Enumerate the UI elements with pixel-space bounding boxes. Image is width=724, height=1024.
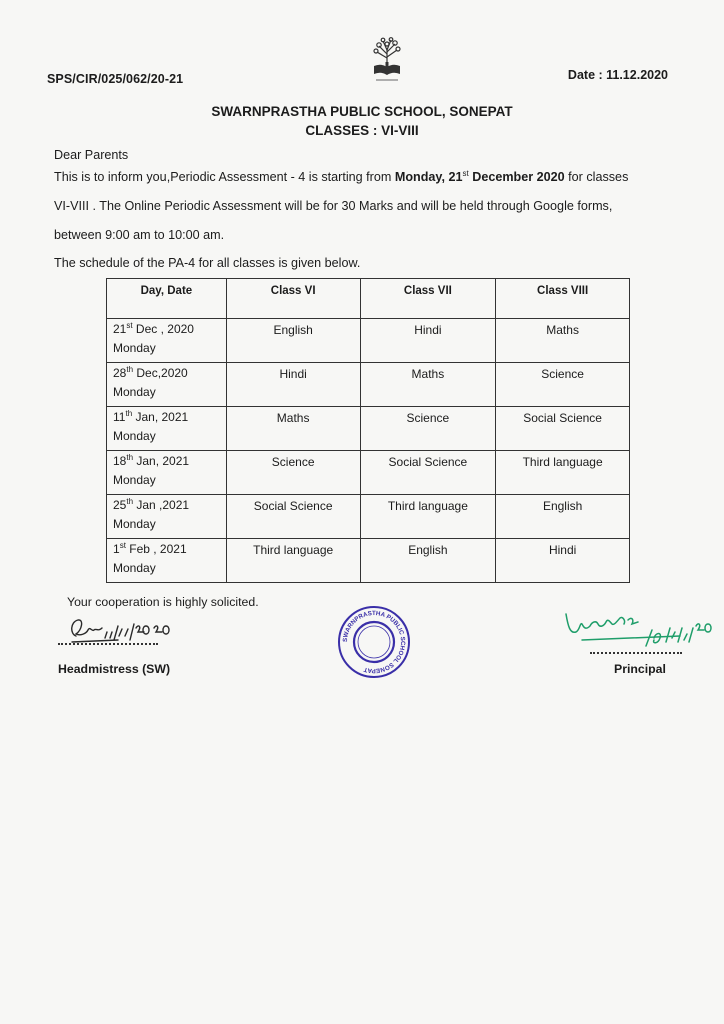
class-vii-cell: Maths (360, 363, 496, 407)
table-header-row (107, 279, 630, 319)
class-vi-cell: Hindi (226, 363, 360, 407)
class-vi-cell: Social Science (226, 495, 360, 539)
school-name: SWARNPRASTHA PUBLIC SCHOOL, SONEPAT (211, 104, 513, 119)
cooperation-note: Your cooperation is highly solicited. (67, 595, 259, 609)
table-row (107, 319, 630, 363)
header-class-viii: Class VIII (496, 279, 630, 319)
salutation: Dear Parents (54, 148, 129, 162)
tree-book-logo-icon (366, 36, 408, 84)
header-class-vi: Class VI (226, 279, 360, 319)
day-date-cell: 28th Dec,2020 Monday (107, 363, 227, 407)
svg-text:SWARNPRASTHA PUBLIC SCHOOL SON (342, 610, 406, 674)
headmistress-signature-line (58, 643, 158, 645)
table-body (107, 319, 630, 583)
letter-line-2: VI-VIII . The Online Periodic Assessment will be for 30 Marks and will be held through Google forms, (54, 199, 613, 213)
schedule-table (106, 278, 630, 583)
class-viii-cell: English (496, 495, 630, 539)
header-day-date: Day, Date (107, 279, 227, 319)
day-date-cell: 18th Jan, 2021 Monday (107, 451, 227, 495)
table-row (107, 451, 630, 495)
class-viii-cell: Hindi (496, 539, 630, 583)
class-vii-cell: English (360, 539, 496, 583)
principal-signature-line (590, 652, 682, 654)
day-date-cell: 21st Dec , 2020 Monday (107, 319, 227, 363)
class-vi-cell: Science (226, 451, 360, 495)
principal-signature (562, 598, 722, 658)
class-viii-cell: Maths (496, 319, 630, 363)
table-row (107, 363, 630, 407)
class-viii-cell: Science (496, 363, 630, 407)
header-class-vii: Class VII (360, 279, 496, 319)
table-row (107, 495, 630, 539)
letter-paragraph (54, 163, 694, 250)
classes-heading: CLASSES : VI-VIII (305, 123, 419, 138)
day-date-cell: 25th Jan ,2021 Monday (107, 495, 227, 539)
day-date-cell: 1st Feb , 2021 Monday (107, 539, 227, 583)
class-vi-cell: Third language (226, 539, 360, 583)
circular-date: Date : 11.12.2020 (567, 68, 668, 82)
class-vi-cell: Maths (226, 407, 360, 451)
class-viii-cell: Social Science (496, 407, 630, 451)
headmistress-title: Headmistress (SW) (58, 662, 171, 676)
principal-title: Principal (614, 662, 666, 676)
table-row (107, 407, 630, 451)
class-vii-cell: Science (360, 407, 496, 451)
class-vi-cell: English (226, 319, 360, 363)
class-viii-cell: Third language (496, 451, 630, 495)
school-seal-icon (336, 604, 412, 680)
class-vii-cell: Hindi (360, 319, 496, 363)
circular-reference-number: SPS/CIR/025/062/20-21 (47, 72, 184, 86)
class-vii-cell: Third language (360, 495, 496, 539)
class-vii-cell: Social Science (360, 451, 496, 495)
table-row (107, 539, 630, 583)
headmistress-signature (58, 612, 178, 652)
seal-text: SWARNPRASTHA PUBLIC SCHOOL SONEPAT (341, 609, 407, 675)
letter-line-1: This is to inform you,Periodic Assessment - 4 is starting from Monday, 21st December 2020 for classes (54, 168, 629, 184)
letter-line-3: between 9:00 am to 10:00 am. (54, 228, 225, 242)
schedule-intro: The schedule of the PA-4 for all classes is given below. (54, 256, 361, 270)
day-date-cell: 11th Jan, 2021 Monday (107, 407, 227, 451)
